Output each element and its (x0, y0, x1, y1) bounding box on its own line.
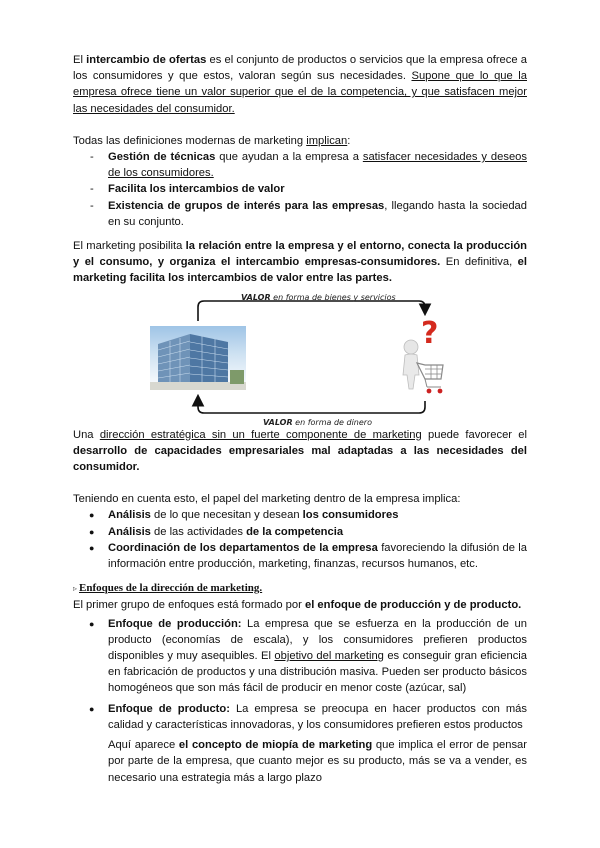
paragraph-marketing-posibilita (73, 238, 527, 287)
paragraph-direccion-estrategica (73, 427, 527, 476)
underlined-text: dirección estratégica sin un fuerte componente de marketing (99, 428, 422, 441)
list-papel-marketing (73, 507, 527, 572)
question-mark: ? (421, 315, 439, 351)
bold-term: desarrollo de capacidades empresariales mal adaptadas a las necesidades del consumidor. (73, 444, 527, 474)
exchange-arrows (73, 293, 527, 425)
text: Aquí aparece (108, 739, 179, 752)
underlined-text: objetivo del marketing (274, 650, 384, 663)
list-item (108, 181, 527, 197)
bold-term: Gestión de técnicas (108, 151, 216, 164)
bold-term: Enfoque de producto: (108, 702, 230, 715)
paragraph-papel-marketing: Teniendo en cuenta esto, el papel del marketing dentro de la empresa implica: (73, 493, 461, 506)
underlined-text: implican (306, 134, 348, 147)
list-item (108, 540, 527, 572)
list-item (108, 507, 527, 523)
text: El marketing posibilita (73, 240, 186, 253)
bold-term: de la competencia (246, 525, 344, 538)
text: de lo que necesitan y desean (150, 509, 303, 522)
bold-term: intercambio de ofertas (86, 54, 207, 66)
section-marker-icon: ▹ (73, 584, 78, 594)
bold-term: Enfoque de producción: (108, 617, 242, 630)
bold-term: el concepto de miopía de marketing (178, 739, 373, 752)
label-bold: VALOR (263, 417, 293, 427)
text: de las actividades (150, 525, 247, 538)
text: que implica el error de pensar por parte de la empresa, que cuanto mejor es su producto, más se va a vender, es necesario una estrategia más a largo plazo (108, 739, 527, 784)
text: El (73, 54, 87, 66)
label-valor-dinero (263, 415, 372, 431)
text: es el conjunto de productos o servicios que la empresa ofrece a los consumidores y que estos, valoran según sus necesidades. (73, 54, 527, 83)
paragraph-definiciones (73, 133, 527, 149)
value-exchange-diagram (73, 293, 527, 425)
list-item (108, 149, 527, 181)
building-icon (150, 326, 246, 390)
text: La empresa que se esfuerza en la producción de un producto (economías de escala), y los consumidores prefieren productos disponibles y muy asequibles. El (108, 617, 527, 663)
section-heading (73, 580, 527, 597)
paragraph-miopia (108, 737, 527, 786)
text: Todas las definiciones modernas de marketing (73, 134, 307, 147)
paragraph-primer-grupo (73, 597, 527, 613)
list-item (108, 701, 527, 733)
text: que ayudan a la empresa a (215, 151, 363, 164)
text: Una (73, 428, 100, 441)
text: : (347, 134, 351, 147)
text: , llegando hasta la sociedad en su conjunto. (108, 199, 528, 228)
list-item (108, 198, 527, 230)
text: En definitiva, (440, 256, 518, 269)
label-valor-bienes (241, 290, 396, 306)
bold-term: el enfoque de producción y de producto. (304, 599, 522, 612)
bold-term: el marketing facilita los intercambios de valor entre las partes. (73, 256, 527, 285)
consumer-question-icon (395, 313, 449, 399)
underlined-text: Supone que lo que la empresa ofrece tiene un valor superior que el de la competencia, y que satisfacen mejor las necesidades del consumidor. (73, 70, 527, 115)
text: puede favorecer el (421, 428, 528, 441)
list-enfoques (73, 616, 527, 733)
label-text: en forma de dinero (292, 417, 372, 427)
text: es conseguir gran eficiencia en fabricación de productos y una distribución masiva. Pueden ser producto básicos homogéneos que son más fácil de producir en menor coste (azúcar, sal) (108, 650, 527, 695)
office-building-image (150, 326, 246, 390)
paragraph-intercambio (73, 52, 527, 117)
label-text: en forma de bienes y servicios (270, 292, 396, 302)
text: La empresa se preocupa en hacer productos con más calidad y características innovadoras, y los consumidores prefieren estos productos (108, 702, 527, 731)
arrow-bottom (198, 397, 425, 413)
bold-term: Coordinación de los departamentos de la empresa (108, 541, 378, 554)
label-bold: VALOR (241, 292, 271, 302)
list-item (108, 616, 527, 697)
bold-term: Análisis (108, 525, 151, 538)
underlined-text: satisfacer necesidades y deseos de los consumidores. (108, 151, 527, 180)
bold-term: Análisis (108, 509, 151, 522)
section-title: Enfoques de la dirección de marketing. (79, 582, 263, 595)
bold-term: Existencia de grupos de interés para las empresas (108, 199, 385, 212)
text: El primer grupo de enfoques está formado por (73, 599, 305, 612)
document-page (73, 52, 527, 786)
shopper-cart-image (395, 313, 449, 399)
bold-term: Facilita los intercambios de valor (108, 183, 285, 196)
list-item (108, 524, 527, 540)
bold-term: los consumidores (302, 509, 399, 522)
text: favoreciendo la difusión de la información entre producción, marketing, finanzas, recursos humanos, etc. (108, 541, 527, 571)
bold-term: la relación entre la empresa y el entorno, conecta la producción y el consumo, y organiza el intercambio empresas-consumidores. (73, 240, 527, 269)
list-definiciones (73, 149, 527, 230)
